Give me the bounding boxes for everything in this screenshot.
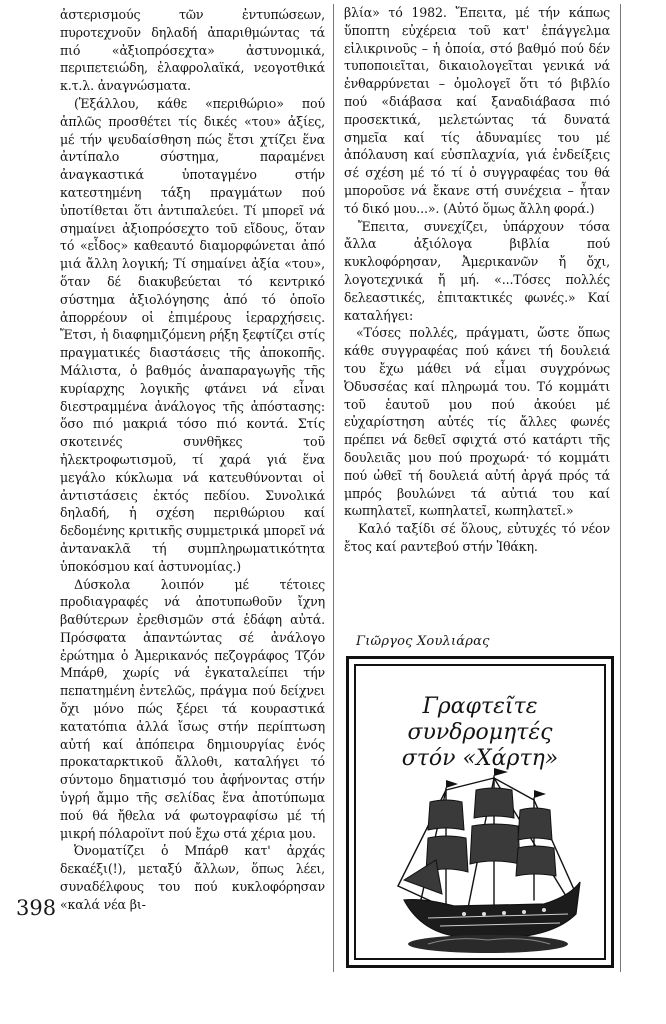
page-number: 398: [16, 896, 57, 920]
ad-headline: [356, 694, 604, 772]
left-column: [60, 6, 325, 914]
paragraph: βλία» τό 1982. Ἔπειτα, μέ τήν κάπως ὕποπτη εὐχέρεια τοῦ κατ' ἐπάγγελμα εἰλικρινοῦς – ἡ ὁποία, στό βαθμό πού δέν τυποποιεῖται, δικαιολογεῖται γενικά νά ἐνθαρρύνεται – ὁμολογεῖ ὅτι τό βιβλίο πού «διάβασα καί ξαναδιάβασα πιό προσεκτικά, μελετώντας τά δυνατά σημεῖα καί τίς ἀδυναμίες του μέ ἀπόλαυση καί εὐσπλαχνία, γιά ἐνδείξεις σέ σχέση μέ τό τί ὁ συγγραφέας του θά μποροῦσε νά ἔκανε στή συνέχεια – ἦταν τό δικό μου...». (Αὐτό ὅμως ἄλλη φορά.): [344, 5, 610, 216]
paragraph: Δύσκολα λοιπόν μέ τέτοιες προδιαγραφές νά ἀποτυπωθοῦν ἴχνη βαθύτερων ἐρεθισμῶν στά ἐδάφη αὐτά. Πρόσφατα ἀπαντώντας σέ ἀνάλογο ἐρώτημα ὁ Ἀμερικανός πεζογράφος Τζόν Μπάρθ, χωρίς νά ἐγκαταλείπει τήν πεπατημένη ἐντελῶς, πράγμα πού δείχνει ὄχι μόνο πώς ξέρει τά κουραστικά κατατόπια ἀλλά ἴσως στήν περίπτωση αὐτή καί ἀπόπειρα δημιουργίας ἑνός προκαταρκτικοῦ ἄλλοθι, καταλήγει τό σύντομο δηματισμό του ἀφήνοντας στήν ὑγρή ἄμμο τῆς σελίδας ἕνα ἀποτύπωμα πού θά ἤθελα νά φωτογραφίσω μέ τή μικρή πόλαροϊντ πού ἔχω στά χέρια μου.: [60, 576, 325, 841]
sailing-ship-illustration: [384, 768, 590, 958]
paragraph: Καλό ταξίδι σέ ὅλους, εὐτυχές τό νέον ἔτος καί ραντεβού στήν Ἰθάκη.: [344, 521, 610, 554]
paragraph: (Ἐξάλλου, κάθε «περιθώριο» πού ἁπλῶς προσθέτει τίς δικές «του» ἀξίες, μέ τήν ψευδαίσθηση πώς ἔτσι χτίζει ἕνα ἀντίπαλο σύστημα, παραμένει ἀναγκαστικά ὑποταγμένο στήν κατεστημένη τάξη πραγμάτων πού ὑποτίθεται ὅτι ἀντιπαλεύει. Τί μπορεῖ νά σημαίνει ἀξιοπρόσεχτο τοῦ εἴδους, ὅταν τό «εἶδος» καθεαυτό διαμορφώνεται ἀπό μιά ἄλλη λογική; Τί σημαίνει ἀξία «του», ὅταν δέ διακυβεύεται τό κεντρικό σύστημα ἀξιολόγησης ἀπό τό ὁποῖο ἀπορρέουν οἱ ἐπιμέρους ἱεραρχήσεις. Ἔτσι, ἡ διαφημιζόμενη ρήξη ξεφτίζει στίς πραγματικές διαστάσεις τῆς ἀποκοπῆς. Μάλιστα, ὁ βαθμός ἀναπαραγωγῆς τῆς κυρίαρχης λογικῆς φτάνει νά εἶναι διεστραμμένα ἀνάλογος τῆς ἀπόστασης: ὅσο πιό μακριά τόσο πιό κοντά. Στίς σκοτεινές συνθῆκες τοῦ ἠλεκτροφωτισμοῦ, τί χαρά γιά ἕνα μεγάλο κύκλωμα νά κατευθύνονται οἱ ἀντιστάσεις ἐκτός πεδίου. Συνολικά δηλαδή, ἡ σχέση περιθώριου καί δεδομένης κριτικῆς συμμετρικά μπορεῖ νά ἀντανακλᾶ τή συμπληρωματικότητα ὑποκόσμου καί ἀστυνομίας.): [60, 95, 325, 574]
paragraph: Ὀνοματίζει ὁ Μπάρθ κατ' ἀρχάς δεκαέξι(!), μεταξύ ἄλλων, ὅπως λέει, συναδέλφους του πού κυκλοφόρησαν «καλά νέα βι-: [60, 843, 325, 912]
ad-inner-frame: [354, 664, 606, 960]
right-margin-rule: [620, 4, 621, 972]
subscription-ad: [346, 656, 614, 968]
ad-line-1: Γραφτεῖτε συνδρομητές: [407, 694, 553, 745]
column-divider: [333, 4, 334, 972]
author-signature: Γιῶργος Χουλιάρας: [356, 634, 490, 649]
ad-line-2: στόν «Χάρτη»: [401, 746, 559, 771]
paragraph: ἀστερισμούς τῶν ἐντυπώσεων, πυροτεχνοῦν δηλαδή ἀπαριθμώντας τά πιό «ἀξιοπρόσεχτα» ἀστυνομικά, περιπετειώδη, ἐλαφρολαϊκά, νεογοτθικά κ.τ.λ. ἀναγνώσματα.: [60, 7, 325, 94]
paragraph: Ἔπειτα, συνεχίζει, ὑπάρχουν τόσα ἄλλα ἀξιόλογα βιβλία πού κυκλοφόρησαν, Ἀμερικανῶν ἤ ὄχι, λογοτεχνικά ἤ μή. «...Τόσες πολλές δελεαστικές, ἐπιτακτικές φωνές.» Καί καταλήγει:: [344, 218, 610, 323]
quoted-paragraph: «Τόσες πολλές, πράγματι, ὥστε ὅπως κάθε συγγραφέας πού κάνει τή δουλειά του ἔχω μάθει νά εἶμαι συγχρόνως Ὀδυσσέας καί πληρωμά του. Τό κομμάτι τοῦ ἑαυτοῦ μου πού ἀκούει μέ εὐχαρίστηση αὐτές τίς ἄλλες φωνές πρέπει νά δεθεῖ σφιχτά στό κατάρτι τῆς δουλειᾶς μου πού προχωρά· τό κομμάτι πού ὠθεῖ τή δουλειά αὐτή ἀργά πρός τά μπρός βουλώνει τά αὐτιά του καί κωπηλατεῖ, κωπηλατεῖ, κωπηλατεῖ.»: [344, 325, 610, 519]
right-column: [344, 4, 610, 556]
